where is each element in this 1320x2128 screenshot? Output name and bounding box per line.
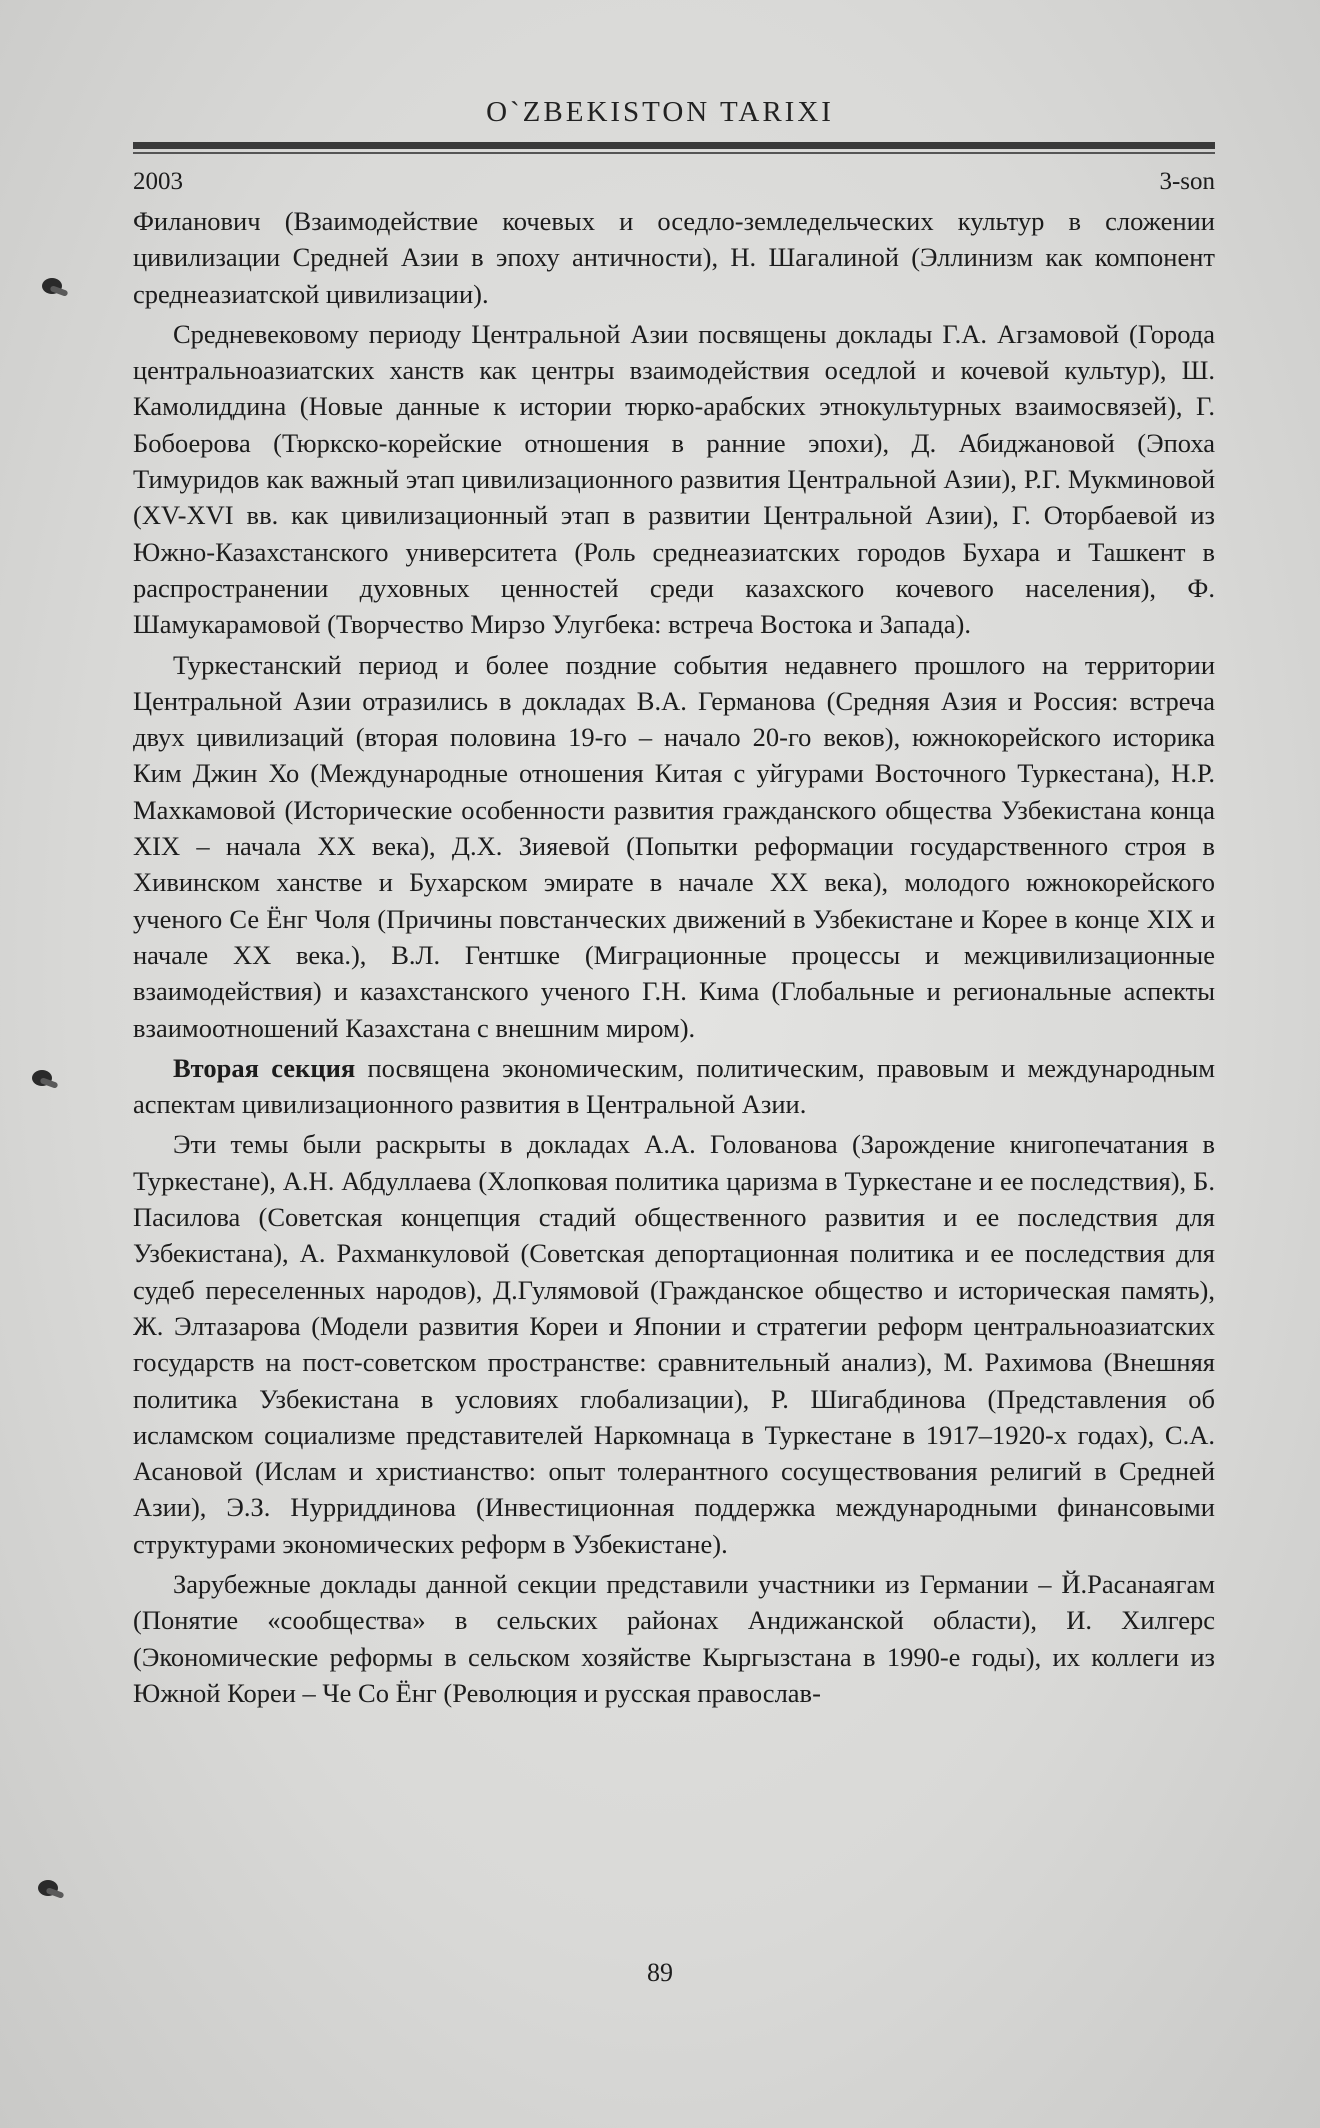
header-rule-thin	[133, 152, 1215, 154]
binding-hole	[38, 1880, 58, 1896]
paragraph-6: Зарубежные доклады данной секции представили участники из Германии – Й.Расанаягам (Понятие «сообщества» в сельских районах Андижанской области), И. Хилгерс (Экономические реформы в сельском хозяйстве Кыргызстана в 1990-е годы), их коллеги из Южной Кореи – Че Со Ёнг (Революция и русская православ-	[133, 1568, 1215, 1708]
paragraph-5: Эти темы были раскрыты в докладах А.А. Голованова (Зарождение книгопечатания в Туркестане), А.Н. Абдуллаева (Хлопковая политика царизма в Туркестане и ее последствия), Б. Пасилова (Советская концепция стадий общественного развития и ее последствия для Узбекистана), А. Рахманкуловой (Советская депортационная политика и ее последствия для судеб переселенных народов), Д.Гулямовой (Гражданское общество и историческая память), Ж. Элтазарова (Модели развития Кореи и Японии и стратегии реформ центральноазиатских государств на пост-советском пространстве: сравнительный анализ), М. Рахимова (Внешняя политика Узбекистана в условиях глобализации), Р. Шигабдинова (Представления об исламском социализме представителей Наркомнаца в Туркестане в 1917–1920-х годах), С.А. Асановой (Ислам и христианство: опыт толерантного сосуществования религий в Средней Азии), Э.З. Нурриддинова (Инвестиционная поддержка международными финансовыми структурами экономических реформ в Узбекистане).	[133, 1129, 1215, 1559]
binding-hole	[32, 1070, 52, 1086]
binding-hole	[42, 278, 62, 294]
issue-number: 3-son	[1159, 168, 1215, 195]
paragraph-1: Филанович (Взаимодействие кочевых и оседло-земледельческих культур в сложении цивилизации Средней Азии в эпоху античности), Н. Шагалиной (Эллинизм как компонент среднеазиатской цивилизации).	[133, 206, 1215, 309]
paragraph-4-text: посвящена экономическим, политическим, правовым и международным аспектам цивилизационного развития в Центральной Азии.	[133, 1052, 1215, 1120]
section-heading: Вторая секция	[173, 1052, 356, 1083]
article-body	[133, 203, 1215, 1711]
paragraph-2: Средневековому периоду Центральной Азии посвящены доклады Г.А. Агзамовой (Города центральноазиатских ханств как центры взаимодействия оседлой и кочевой культур), Ш. Камолиддина (Новые данные к истории тюрко-арабских этнокультурных взаимосвязей), Г. Бобоерова (Тюркско-корейские отношения в ранние эпохи), Д. Абиджановой (Эпоха Тимуридов как важный этап цивилизационного развития Центральной Азии), Р.Г. Мукминовой (XV-XVI вв. как цивилизационный этап в развитии Центральной Азии), Г. Оторбаевой из Южно-Казахстанского университета (Роль среднеазиатских городов Бухара и Ташкент в распространении духовных ценностей среди казахского кочевого населения), Ф. Шамукарамовой (Творчество Мирзо Улугбека: встреча Востока и Запада).	[133, 318, 1215, 640]
header-rule-thick	[133, 142, 1215, 149]
paragraph-3: Туркестанский период и более поздние события недавнего прошлого на территории Центральной Азии отразились в докладах В.А. Германова (Средняя Азия и Россия: встреча двух цивилизаций (вторая половина 19-го – начало 20-го веков), южнокорейского историка Ким Джин Хо (Международные отношения Китая с уйгурами Восточного Туркестана), Н.Р. Махкамовой (Исторические особенности развития гражданского общества Узбекистана конца XIX – начала XX века), Д.Х. Зияевой (Попытки реформации государственного строя в Хивинском ханстве и Бухарском эмирате в начале XX века), молодого южнокорейского ученого Се Ёнг Чоля (Причины повстанческих движений в Узбекистане и Корее в конце XIX и начале XX века.), В.Л. Гентшке (Миграционные процессы и межцивилизационные взаимодействия) и казахстанского ученого Г.Н. Кима (Глобальные и региональные аспекты взаимоотношений Казахстана с внешним миром).	[133, 649, 1215, 1043]
page-number: 89	[647, 1958, 673, 1987]
issue-year: 2003	[133, 168, 183, 195]
journal-title: O`ZBEKISTON TARIXI	[486, 96, 834, 128]
paragraph-4	[133, 1050, 1215, 1123]
